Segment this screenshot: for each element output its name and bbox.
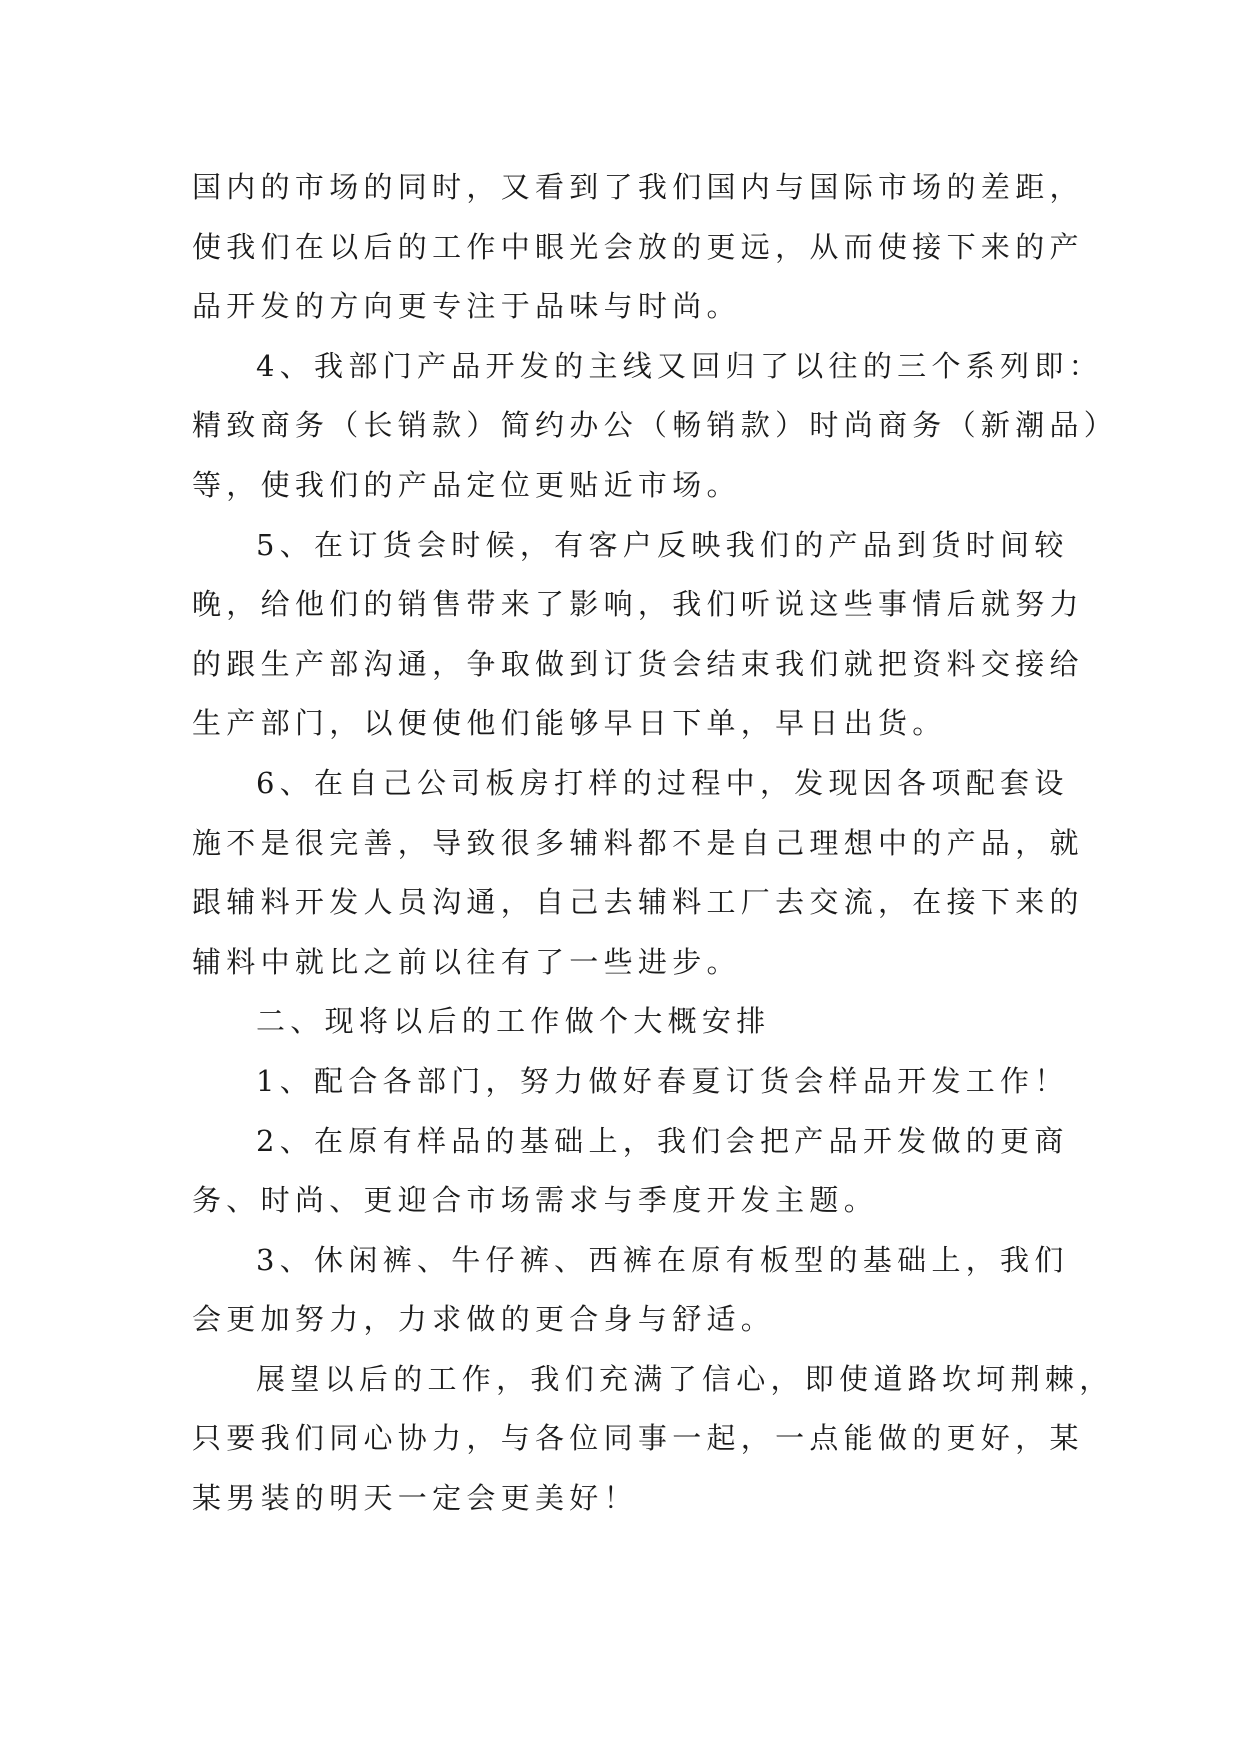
text-line: 国内的市场的同时，又看到了我们国内与国际市场的差距， xyxy=(192,170,1084,204)
text-line: 只要我们同心协力，与各位同事一起，一点能做的更好，某 xyxy=(192,1421,1084,1456)
text-line: 1、配合各部门，努力做好春夏订货会样品开发工作！ xyxy=(256,1063,1069,1098)
text-line: 使我们在以后的工作中眼光会放的更远，从而使接下来的产 xyxy=(192,229,1084,264)
paragraph-plan-2 xyxy=(192,1112,1069,1231)
paragraph-outlook xyxy=(192,1350,1114,1529)
paragraph-item-5 xyxy=(192,516,1084,754)
text-line: 生产部门，以便使他们能够早日下单，早日出货。 xyxy=(192,706,947,741)
text-line: 2、在原有样品的基础上，我们会把产品开发做的更商 xyxy=(256,1123,1069,1158)
text-line: 精致商务（长销款）简约办公（畅销款）时尚商务（新潮品） xyxy=(192,408,1119,443)
body-text xyxy=(192,158,1119,1529)
text-line: 会更加努力，力求做的更合身与舒适。 xyxy=(192,1302,776,1337)
paragraph-item-4 xyxy=(192,337,1119,516)
text-line: 等，使我们的产品定位更贴近市场。 xyxy=(192,467,741,502)
paragraph-plan-1 xyxy=(192,1052,1069,1112)
text-line: 辅料中就比之前以往有了一些进步。 xyxy=(192,944,741,979)
text-line: 某男装的明天一定会更美好！ xyxy=(192,1481,638,1516)
text-line: 跟辅料开发人员沟通，自己去辅料工厂去交流，在接下来的 xyxy=(192,885,1084,920)
paragraph-market-gap xyxy=(192,158,1084,337)
text-line: 二、现将以后的工作做个大概安排 xyxy=(256,1004,771,1039)
text-line: 的跟生产部沟通，争取做到订货会结束我们就把资料交接给 xyxy=(192,646,1084,681)
text-line: 施不是很完善，导致很多辅料都不是自己理想中的产品，就 xyxy=(192,825,1084,860)
text-line: 6、在自己公司板房打样的过程中，发现因各项配套设 xyxy=(256,765,1069,800)
section-heading-plan xyxy=(192,992,1050,1052)
text-line: 4、我部门产品开发的主线又回归了以往的三个系列即： xyxy=(256,348,1103,383)
text-line: 务、时尚、更迎合市场需求与季度开发主题。 xyxy=(192,1183,879,1218)
text-line: 5、在订货会时候，有客户反映我们的产品到货时间较 xyxy=(256,527,1069,562)
text-line: 展望以后的工作，我们充满了信心，即使道路坎坷荆棘， xyxy=(256,1361,1114,1396)
text-line: 晚，给他们的销售带来了影响，我们听说这些事情后就努力 xyxy=(192,587,1084,622)
paragraph-item-6 xyxy=(192,754,1084,992)
text-line: 3、休闲裤、牛仔裤、西裤在原有板型的基础上，我们 xyxy=(256,1242,1069,1277)
paragraph-plan-3 xyxy=(192,1231,1069,1350)
text-line: 品开发的方向更专注于品味与时尚。 xyxy=(192,289,741,324)
